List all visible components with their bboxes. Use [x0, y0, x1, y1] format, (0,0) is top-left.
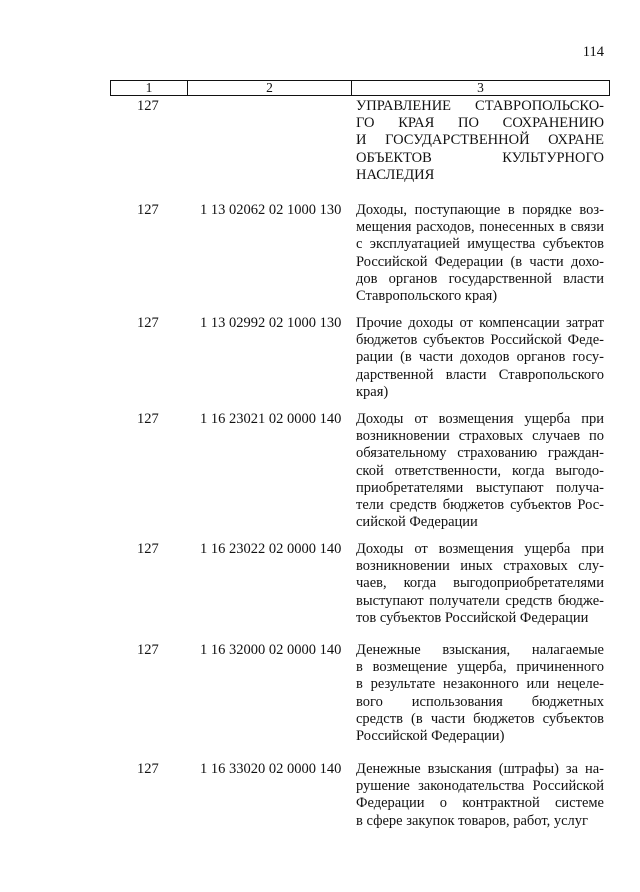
description-line: обязательному страхованию граждан-	[356, 445, 604, 462]
income-description	[356, 315, 604, 401]
description-line: Доходы от возмещения ущерба при	[356, 541, 604, 557]
description-line: мещения расходов, понесенных в связи	[356, 219, 604, 236]
description-line: Денежные взыскания (штрафы) за на-	[356, 761, 604, 777]
description-line: дов органов государственной власти	[356, 270, 604, 287]
description-line: в результате незаконного или нецеле-	[356, 676, 604, 693]
description-line: И ГОСУДАРСТВЕННОЙ ОХРАНЕ	[356, 132, 604, 149]
description-line: тели средств бюджетов субъектов Рос-	[356, 497, 604, 514]
description-line: Денежные взыскания, налагаемые	[356, 642, 604, 658]
page-number: 114	[582, 44, 604, 60]
description-line: УПРАВЛЕНИЕ СТАВРОПОЛЬСКО-	[356, 98, 604, 114]
income-code: 1 13 02992 02 1000 130	[200, 315, 342, 331]
header-col-2: 2	[188, 81, 352, 95]
description-line: НАСЛЕДИЯ	[356, 166, 435, 183]
income-description	[356, 642, 604, 745]
income-description	[356, 411, 604, 531]
description-line: с эксплуатацией имущества субъектов	[356, 236, 604, 253]
income-code: 1 16 23022 02 0000 140	[200, 541, 342, 557]
description-line: в сфере закупок товаров, работ, услуг	[356, 812, 588, 829]
description-line: Доходы, поступающие в порядке воз-	[356, 202, 604, 218]
description-line: тов субъектов Российской Федерации	[356, 609, 589, 626]
description-line: бюджетов субъектов Российской Феде-	[356, 332, 604, 349]
table-header	[110, 80, 610, 96]
description-line: Прочие доходы от компенсации затрат	[356, 315, 604, 331]
income-description	[356, 541, 604, 627]
description-line: дарственной власти Ставропольского	[356, 366, 604, 383]
header-col-3: 3	[477, 80, 484, 95]
description-line: рации (в части доходов органов госу-	[356, 349, 604, 366]
description-line: Российской Федерации (в части дохо-	[356, 253, 604, 270]
description-line: сийской Федерации	[356, 514, 478, 531]
admin-code: 127	[137, 98, 159, 114]
admin-code: 127	[137, 202, 159, 218]
header-col-1: 1	[111, 81, 188, 95]
description-line: в возмещение ущерба, причиненного	[356, 659, 604, 676]
description-line: ОБЪЕКТОВ КУЛЬТУРНОГО	[356, 149, 604, 166]
description-line: Ставропольского края)	[356, 288, 498, 305]
description-line: Федерации о контрактной системе	[356, 795, 604, 812]
income-code: 1 16 33020 02 0000 140	[200, 761, 342, 777]
description-line: рушение законодательства Российской	[356, 778, 604, 795]
income-description	[356, 761, 604, 830]
description-line: чаев, когда выгодоприобретателями	[356, 575, 604, 592]
description-line: приобретателями выступают получа-	[356, 479, 604, 496]
description-line: выступают получатели средств бюдже-	[356, 592, 604, 609]
description-line: вого использования бюджетных	[356, 693, 604, 710]
income-description	[356, 202, 604, 305]
admin-code: 127	[137, 315, 159, 331]
description-line: ГО КРАЯ ПО СОХРАНЕНИЮ	[356, 115, 604, 132]
description-line: возникновении страховых случаев по	[356, 428, 604, 445]
admin-code: 127	[137, 642, 159, 658]
admin-code: 127	[137, 761, 159, 777]
description-line: Доходы от возмещения ущерба при	[356, 411, 604, 427]
description-line: Российской Федерации)	[356, 728, 505, 745]
admin-code: 127	[137, 541, 159, 557]
admin-code: 127	[137, 411, 159, 427]
income-code: 1 16 23021 02 0000 140	[200, 411, 342, 427]
description-line: ской ответственности, когда выгодо-	[356, 462, 604, 479]
income-code: 1 13 02062 02 1000 130	[200, 202, 342, 218]
income-description	[356, 98, 604, 184]
description-line: края)	[356, 383, 389, 400]
income-code: 1 16 32000 02 0000 140	[200, 642, 342, 658]
description-line: возникновении иных страховых слу-	[356, 558, 604, 575]
description-line: средств (в части бюджетов субъектов	[356, 710, 604, 727]
